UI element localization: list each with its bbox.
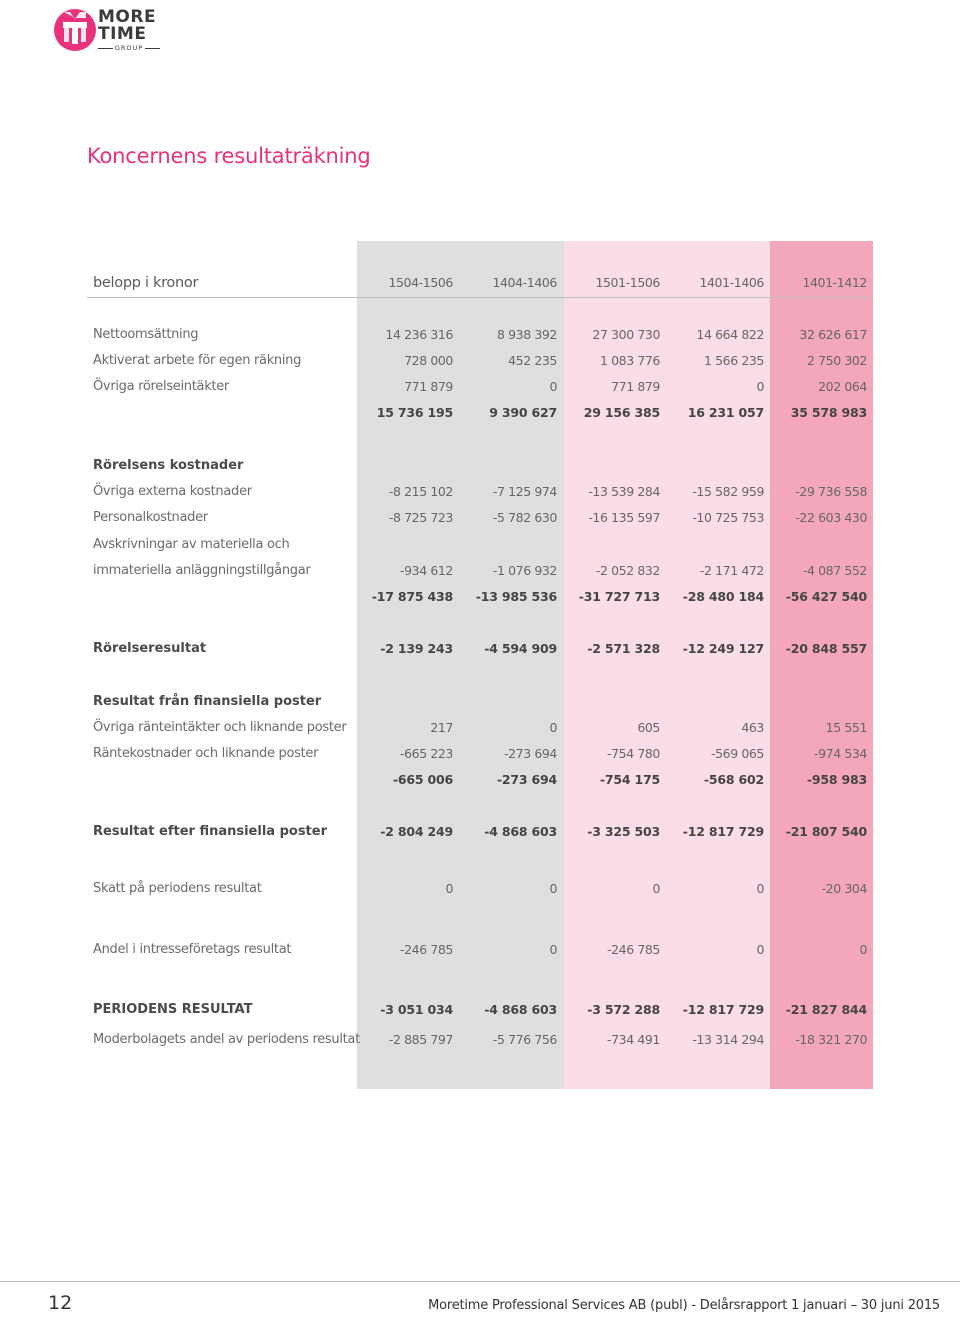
table-cell: 0 [652, 881, 660, 896]
row-label: PERIODENS RESULTAT [93, 1002, 253, 1017]
table-cell: 771 879 [404, 379, 453, 394]
table-cell: 14 236 316 [385, 327, 453, 342]
row-label: Andel i intresseföretags resultat [93, 942, 292, 957]
subtotal-cell: -273 694 [496, 772, 557, 787]
table-cell: -665 223 [399, 746, 453, 761]
table-cell: -754 780 [606, 746, 660, 761]
table-cell: -4 087 552 [802, 563, 867, 578]
subtotal-cell: -31 727 713 [578, 589, 660, 604]
table-cell: 27 300 730 [592, 327, 660, 342]
row-label: Resultat efter finansiella poster [93, 824, 327, 839]
table-cell: -246 785 [399, 942, 453, 957]
table-row-subtotal-income [93, 403, 867, 423]
table-row-rorelseresultat [93, 639, 867, 659]
table-header-row [93, 273, 867, 293]
table-cell: 0 [549, 720, 557, 735]
table-cell: -13 539 284 [588, 484, 660, 499]
table-cell: -3 572 288 [587, 1002, 660, 1017]
table-cell: 0 [756, 379, 764, 394]
table-cell: -3 325 503 [587, 824, 660, 839]
subtotal-cell: 29 156 385 [583, 405, 660, 420]
table-cell: 202 064 [818, 379, 867, 394]
table-cell: -2 139 243 [380, 641, 453, 656]
table-cell: 452 235 [508, 353, 557, 368]
subtotal-cell: -754 175 [599, 772, 660, 787]
table-cell: 14 664 822 [696, 327, 764, 342]
row-label: Avskrivningar av materiella och [93, 537, 290, 552]
table-cell: -246 785 [606, 942, 660, 957]
logo-text-time: TIME [98, 24, 147, 44]
table-cell: -4 594 909 [484, 641, 557, 656]
table-row-ovriga-externa-kostnader [93, 482, 867, 502]
table-cell: -1 076 932 [492, 563, 557, 578]
table-cell: -4 868 603 [484, 1002, 557, 1017]
table-row-personalkostnader [93, 508, 867, 528]
table-cell: -22 603 430 [795, 510, 867, 525]
row-label: immateriella anläggningstillgångar [93, 563, 311, 578]
table-cell: 0 [756, 881, 764, 896]
subtotal-cell: -56 427 540 [785, 589, 867, 604]
table-row-intresseforetag [93, 940, 867, 960]
section-heading-finansiella-poster [93, 692, 867, 712]
subtotal-cell: -17 875 438 [371, 589, 453, 604]
subtotal-cell: -568 602 [703, 772, 764, 787]
table-cell: -569 065 [710, 746, 764, 761]
table-cell: -18 321 270 [795, 1032, 867, 1047]
table-cell: -734 491 [606, 1032, 660, 1047]
table-cell: -10 725 753 [692, 510, 764, 525]
subtotal-cell: -665 006 [392, 772, 453, 787]
table-row-aktiverat-arbete [93, 351, 867, 371]
row-label: Skatt på periodens resultat [93, 881, 262, 896]
table-cell: -2 171 472 [699, 563, 764, 578]
footer-text: Moretime Professional Services AB (publ) - Delårsrapport 1 januari – 30 juni 2015 [428, 1298, 940, 1313]
table-cell: -21 827 844 [785, 1002, 867, 1017]
table-row-rantekostnader [93, 744, 867, 764]
table-cell: -12 817 729 [682, 824, 764, 839]
table-row-avskrivningar-label [93, 535, 867, 555]
row-label: Personalkostnader [93, 510, 208, 525]
table-cell: 0 [756, 942, 764, 957]
table-row-periodens-resultat [93, 1000, 867, 1020]
table-cell: -8 725 723 [388, 510, 453, 525]
page-number: 12 [48, 1292, 73, 1314]
table-cell: 1 083 776 [599, 353, 660, 368]
table-row-resultat-efter-finansiella [93, 822, 867, 842]
table-cell: -273 694 [503, 746, 557, 761]
header-label: belopp i kronor [93, 275, 199, 291]
page-title: Koncernens resultaträkning [87, 144, 371, 168]
table-row-skatt [93, 879, 867, 899]
table-cell: -7 125 974 [492, 484, 557, 499]
table-cell: 0 [549, 881, 557, 896]
subtotal-cell: -958 983 [806, 772, 867, 787]
table-row-moderbolagets-andel [93, 1030, 867, 1050]
table-cell: 728 000 [404, 353, 453, 368]
subtotal-cell: 16 231 057 [687, 405, 764, 420]
table-cell: 2 750 302 [806, 353, 867, 368]
row-label: Övriga externa kostnader [93, 484, 252, 499]
table-cell: -974 534 [813, 746, 867, 761]
row-label: Övriga ränteintäkter och liknande poster [93, 720, 347, 735]
table-cell: -2 885 797 [388, 1032, 453, 1047]
column-header: 1501-1506 [595, 275, 660, 290]
column-header: 1401-1406 [699, 275, 764, 290]
table-cell: -5 776 756 [492, 1032, 557, 1047]
table-row-subtotal-financial [93, 770, 867, 790]
subtotal-cell: -13 985 536 [475, 589, 557, 604]
table-cell: -20 304 [821, 881, 867, 896]
table-cell: -15 582 959 [692, 484, 764, 499]
company-logo [52, 6, 172, 52]
table-cell: -5 782 630 [492, 510, 557, 525]
table-cell: -13 314 294 [692, 1032, 764, 1047]
table-cell: 32 626 617 [799, 327, 867, 342]
table-row-ranteintakter [93, 718, 867, 738]
logo-text-group: GROUP [98, 44, 160, 52]
row-label: Räntekostnader och liknande poster [93, 746, 319, 761]
table-cell: -2 052 832 [595, 563, 660, 578]
table-cell: -2 571 328 [587, 641, 660, 656]
column-header: 1401-1412 [802, 275, 867, 290]
subtotal-cell: -28 480 184 [682, 589, 764, 604]
row-label: Rörelseresultat [93, 641, 207, 656]
table-cell: -2 804 249 [380, 824, 453, 839]
section-heading: Resultat från finansiella poster [93, 694, 322, 709]
row-label: Moderbolagets andel av periodens resultat [93, 1032, 360, 1047]
table-cell: 0 [445, 881, 453, 896]
table-cell: 0 [549, 379, 557, 394]
moretime-logo-mark-icon [52, 6, 98, 52]
table-cell: 1 566 235 [703, 353, 764, 368]
table-cell: 605 [637, 720, 660, 735]
column-header: 1504-1506 [388, 275, 453, 290]
column-header: 1404-1406 [492, 275, 557, 290]
table-cell: -4 868 603 [484, 824, 557, 839]
row-label: Nettoomsättning [93, 327, 199, 342]
table-cell: -16 135 597 [588, 510, 660, 525]
subtotal-cell: 15 736 195 [376, 405, 453, 420]
table-cell: 217 [430, 720, 453, 735]
section-heading: Rörelsens kostnader [93, 458, 244, 473]
table-cell: -20 848 557 [785, 641, 867, 656]
table-row-nettoomsattning [93, 325, 867, 345]
subtotal-cell: 35 578 983 [790, 405, 867, 420]
table-cell: 8 938 392 [496, 327, 557, 342]
table-cell: -3 051 034 [380, 1002, 453, 1017]
table-cell: -8 215 102 [388, 484, 453, 499]
table-cell: 0 [859, 942, 867, 957]
table-cell: 0 [549, 942, 557, 957]
table-cell: 771 879 [611, 379, 660, 394]
logo-text-more: MORE [98, 7, 157, 27]
table-cell: 463 [741, 720, 764, 735]
table-cell: -29 736 558 [795, 484, 867, 499]
table-row-ovriga-rorelseintakter [93, 377, 867, 397]
table-row-subtotal-costs [93, 587, 867, 607]
footer-divider [0, 1281, 960, 1282]
row-label: Aktiverat arbete för egen räkning [93, 353, 302, 368]
table-row-immateriella [93, 561, 867, 581]
subtotal-cell: 9 390 627 [489, 405, 557, 420]
table-cell: 15 551 [825, 720, 867, 735]
table-cell: -21 807 540 [785, 824, 867, 839]
header-divider [87, 297, 873, 298]
row-label: Övriga rörelseintäkter [93, 379, 229, 394]
section-heading-rorelsens-kostnader [93, 456, 867, 476]
table-cell: -12 817 729 [682, 1002, 764, 1017]
table-cell: -934 612 [399, 563, 453, 578]
table-cell: -12 249 127 [682, 641, 764, 656]
